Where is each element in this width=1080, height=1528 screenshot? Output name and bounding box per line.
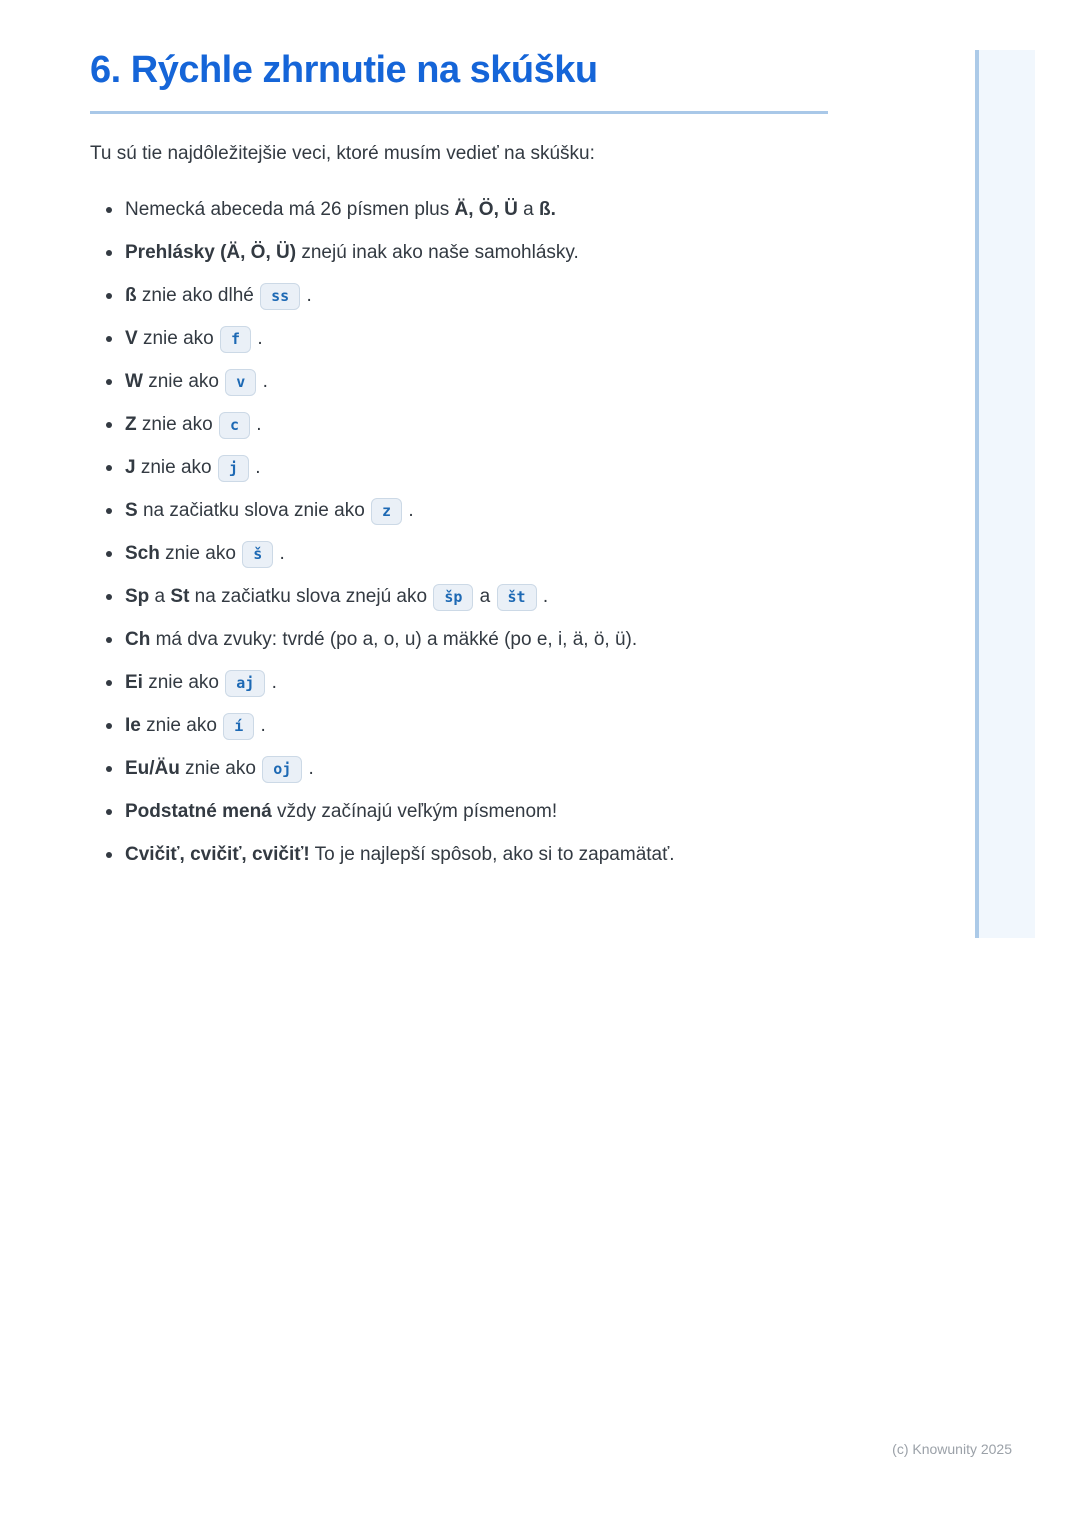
- text: a: [149, 586, 171, 607]
- text: .: [249, 457, 261, 478]
- list-item: [90, 368, 828, 396]
- text: .: [250, 414, 262, 435]
- text: .: [252, 328, 263, 349]
- text: .: [266, 672, 277, 693]
- text: má dva zvuky: tvrdé (po a, o, u) a mäkké (po e, i, ä, ö, ü).: [150, 629, 638, 650]
- text: na začiatku slova znie ako: [137, 500, 371, 521]
- bold-text: Ei: [125, 672, 143, 693]
- bold-text: V: [125, 328, 138, 349]
- code-chip: šp: [433, 584, 473, 611]
- list-item: [90, 626, 828, 654]
- code-chip: št: [497, 584, 537, 611]
- text: znie ako dlhé: [136, 285, 260, 306]
- page-title: 6. Rýchle zhrnutie na skúšku: [90, 49, 598, 91]
- bold-text: S: [125, 500, 138, 521]
- text: .: [274, 543, 285, 564]
- document-page: [90, 48, 828, 884]
- code-chip: í: [223, 713, 254, 740]
- text: znie ako: [159, 543, 242, 564]
- title-divider: [90, 111, 828, 114]
- text: a: [474, 586, 496, 607]
- copyright-text: (c) Knowunity 2025: [892, 1441, 1012, 1457]
- text: znie ako: [142, 371, 225, 392]
- list-item: [90, 583, 828, 611]
- code-chip: š: [242, 541, 273, 568]
- text: vždy začínajú veľkým písmenom!: [271, 801, 558, 822]
- list-item: [90, 239, 828, 267]
- code-chip: ss: [260, 283, 300, 310]
- bold-text: Sch: [125, 543, 160, 564]
- list-item: [90, 282, 828, 310]
- code-chip: v: [225, 369, 256, 396]
- bold-text: Podstatné mená: [125, 801, 272, 822]
- list-item: [90, 497, 828, 525]
- list-item: [90, 712, 828, 740]
- list-item: [90, 325, 828, 353]
- bold-text: W: [125, 371, 143, 392]
- code-chip: f: [220, 326, 251, 353]
- text: .: [255, 715, 266, 736]
- code-chip: oj: [262, 756, 302, 783]
- text: To je najlepší spôsob, ako si to zapamätať.: [309, 844, 675, 865]
- bold-text: Z: [125, 414, 137, 435]
- bold-text: St: [170, 586, 190, 607]
- text: .: [537, 586, 549, 607]
- list-item: [90, 755, 828, 783]
- bold-text: ß: [125, 285, 137, 306]
- bold-text: ß.: [538, 199, 556, 220]
- text: znie ako: [136, 414, 218, 435]
- bold-text: Prehlásky (Ä, Ö, Ü): [125, 242, 297, 263]
- code-chip: j: [218, 455, 249, 482]
- text: znie ako: [135, 457, 217, 478]
- list-item: [90, 841, 828, 869]
- bold-text: Ch: [125, 629, 151, 650]
- text: znie ako: [179, 758, 262, 779]
- bold-text: Ä, Ö, Ü: [454, 199, 518, 220]
- list-item: [90, 669, 828, 697]
- bold-text: J: [125, 457, 136, 478]
- intro-text: Tu sú tie najdôležitejšie veci, ktoré musím vedieť na skúšku:: [90, 143, 595, 164]
- text: znie ako: [137, 328, 220, 349]
- list-item: [90, 411, 828, 439]
- text: znie ako: [140, 715, 223, 736]
- summary-list: [90, 196, 828, 869]
- code-chip: c: [219, 412, 250, 439]
- text: .: [257, 371, 268, 392]
- text: Nemecká abeceda má 26 písmen plus: [125, 199, 455, 220]
- bold-text: Ie: [125, 715, 141, 736]
- code-chip: aj: [225, 670, 265, 697]
- text: znie ako: [142, 672, 225, 693]
- list-item: [90, 798, 828, 826]
- text: .: [403, 500, 414, 521]
- bold-text: Eu/Äu: [125, 758, 180, 779]
- bold-text: Sp: [125, 586, 150, 607]
- text: na začiatku slova znejú ako: [189, 586, 433, 607]
- text: znejú inak ako naše samohlásky.: [296, 242, 579, 263]
- list-item: [90, 540, 828, 568]
- text: .: [301, 285, 312, 306]
- code-chip: z: [371, 498, 402, 525]
- bold-text: Cvičiť, cvičiť, cvičiť!: [125, 844, 310, 865]
- text: .: [303, 758, 314, 779]
- scrollbar-track[interactable]: [975, 50, 1035, 938]
- list-item: [90, 196, 828, 224]
- text: a: [517, 199, 539, 220]
- list-item: [90, 454, 828, 482]
